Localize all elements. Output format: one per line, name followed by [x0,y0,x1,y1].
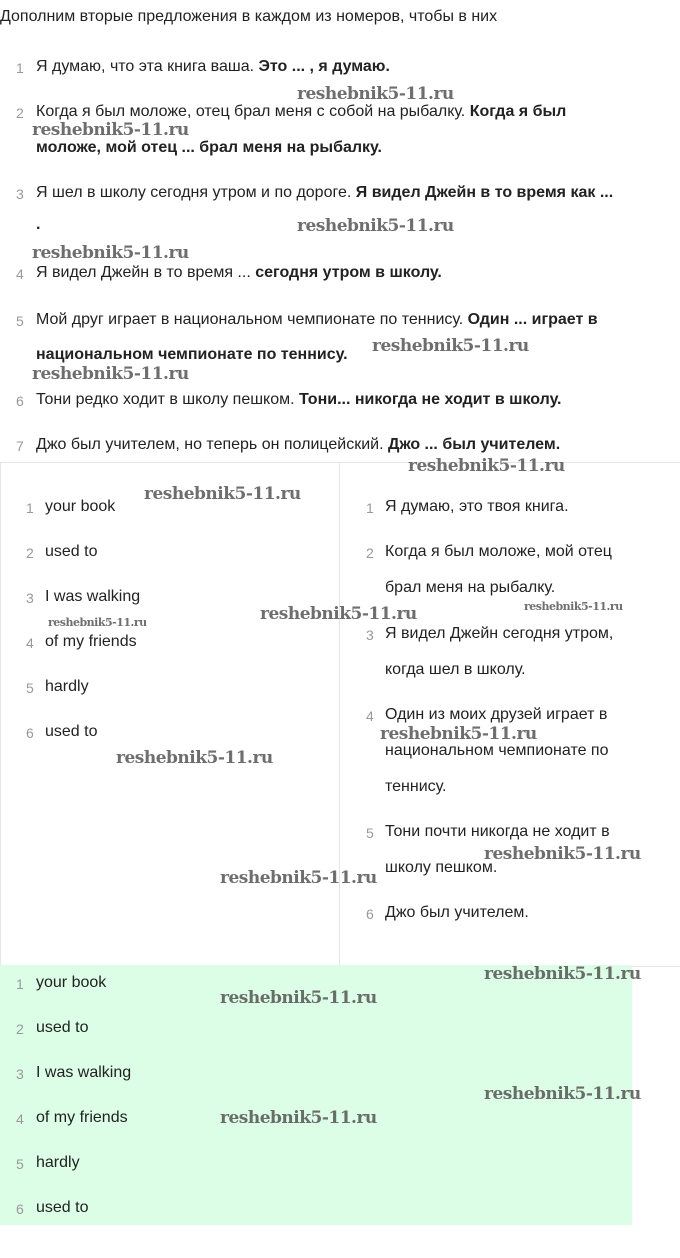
exercise-item [36,103,566,121]
task: Тони... никогда не ходит в школу. [299,391,562,408]
exercise-item [36,436,560,454]
item-number: 3 [16,186,24,202]
answer: your book [45,498,116,515]
item-number: 6 [16,393,24,409]
task: сегодня утром в школу. [255,264,442,281]
task-cont: . [36,216,41,233]
task: Когда я был [469,103,567,120]
answer: Один из моих друзей играет в [385,706,608,723]
item-number: 2 [366,545,374,561]
watermark: reshebnik5-11.ru [116,748,273,768]
sentence: Джо был учителем, но теперь он полицейский. [36,436,384,453]
item-number: 7 [16,438,24,454]
item-number: 4 [26,635,34,651]
watermark: reshebnik5-11.ru [297,84,454,104]
item-number: 5 [16,1156,24,1172]
watermark: reshebnik5-11.ru [260,604,417,624]
answer: used to [45,723,98,740]
answer: I was walking [45,588,141,605]
item-number: 1 [366,500,374,516]
exercise-item [36,311,598,329]
task: Один ... играет в [467,311,598,328]
item-number: 1 [26,500,34,516]
exercise-item [36,391,562,409]
watermark: reshebnik5-11.ru [524,600,623,613]
exercise-item [36,264,442,282]
watermark: reshebnik5-11.ru [32,120,189,140]
answer-cont: когда шел в школу. [385,661,526,678]
item-number: 3 [366,627,374,643]
watermark: reshebnik5-11.ru [297,216,454,236]
item-number: 3 [16,1066,24,1082]
answer: used to [45,543,98,560]
sentence: Я шел в школу сегодня утром и по дороге. [36,184,352,201]
answer: Я думаю, это твоя книга. [385,498,569,515]
answer: of my friends [45,633,137,650]
sentence: Я видел Джейн в то время ... [36,264,251,281]
item-number: 3 [26,590,34,606]
answer: hardly [36,1154,80,1171]
answer: used to [36,1019,89,1036]
item-number: 4 [16,1111,24,1127]
item-number: 6 [26,725,34,741]
answer-cont: школу пешком. [385,859,498,876]
answer-cont: брал меня на рыбалку. [385,579,556,596]
item-number: 1 [16,60,24,76]
sentence: Тони редко ходит в школу пешком. [36,391,295,408]
watermark: reshebnik5-11.ru [220,868,377,888]
answer: used to [36,1199,89,1216]
watermark: reshebnik5-11.ru [408,456,565,476]
watermark: reshebnik5-11.ru [380,724,537,744]
watermark: reshebnik5-11.ru [484,964,641,984]
item-number: 2 [26,545,34,561]
answer: your book [36,974,107,991]
item-number: 6 [366,906,374,922]
watermark: reshebnik5-11.ru [484,844,641,864]
item-number: 5 [366,825,374,841]
item-number: 4 [366,708,374,724]
task-cont: моложе, мой отец ... брал меня на рыбалку. [36,139,382,156]
watermark: reshebnik5-11.ru [48,616,147,629]
watermark: reshebnik5-11.ru [484,1084,641,1104]
item-number: 1 [16,976,24,992]
task: Я видел Джейн в то время как ... [355,184,614,201]
exercise-item [36,184,613,202]
item-number: 5 [16,313,24,329]
answers-right-panel [339,462,680,967]
item-number: 5 [26,680,34,696]
answer: hardly [45,678,89,695]
item-number: 6 [16,1201,24,1217]
answer: I was walking [36,1064,132,1081]
item-number: 2 [16,1021,24,1037]
exercise-item [36,58,390,76]
watermark: reshebnik5-11.ru [144,484,301,504]
sentence: Я думаю, что эта книга ваша. [36,58,255,75]
sentence: Когда я был моложе, отец брал меня с собой на рыбалку. [36,103,466,120]
answer-cont: национальном чемпионате по [385,742,609,759]
answers-left-panel [0,462,341,967]
task: Это ... , я думаю. [258,58,390,75]
watermark: reshebnik5-11.ru [32,364,189,384]
watermark: reshebnik5-11.ru [372,336,529,356]
item-number: 4 [16,266,24,282]
watermark: reshebnik5-11.ru [32,243,189,263]
intro-text: Дополним вторые предложения в каждом из номеров, чтобы в них [0,8,498,25]
task: Джо ... был учителем. [387,436,561,453]
answer: Когда я был моложе, мой отец [385,543,612,560]
sentence: Мой друг играет в национальном чемпионате по теннису. [36,311,464,328]
item-number: 2 [16,105,24,121]
answer: of my friends [36,1109,128,1126]
answer: Тони почти никогда не ходит в [385,823,610,840]
task-cont: национальном чемпионате по теннису. [36,346,348,363]
answer-cont: теннису. [385,778,447,795]
answer: Джо был учителем. [385,904,529,921]
answer: Я видел Джейн сегодня утром, [385,625,614,642]
watermark: reshebnik5-11.ru [220,988,377,1008]
watermark: reshebnik5-11.ru [220,1108,377,1128]
